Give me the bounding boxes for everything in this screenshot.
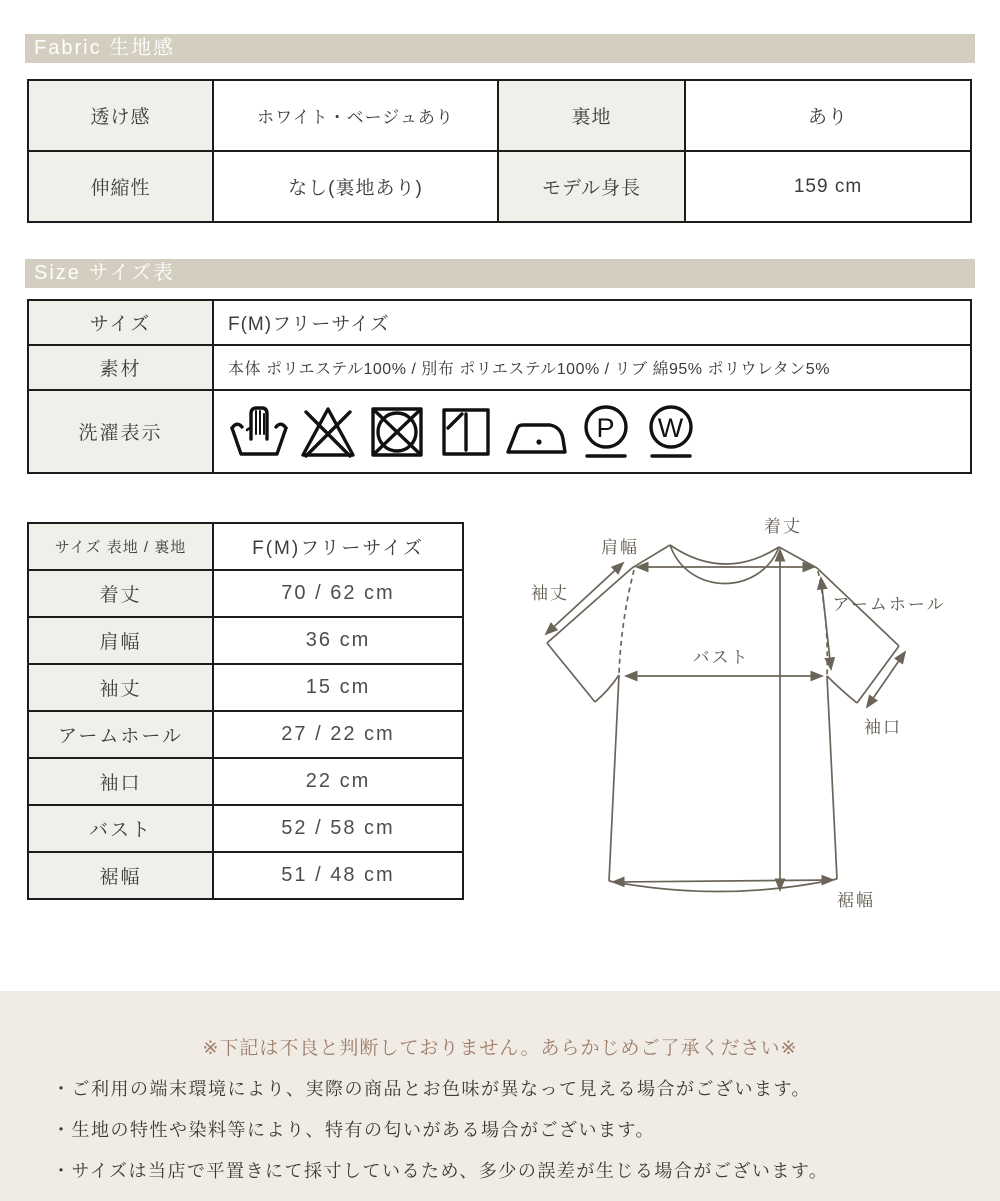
- measurement-section: [27, 517, 1000, 931]
- iron-low-heat-icon: [504, 402, 570, 462]
- fabric-label-model-height: モデル身長: [498, 151, 685, 222]
- diagram-label-hem-width: 裾幅: [837, 891, 875, 910]
- size-row: [28, 300, 971, 345]
- diagram-label-length: 着丈: [764, 517, 802, 536]
- fabric-table: [27, 79, 972, 223]
- table-row: [28, 758, 463, 805]
- table-row: [28, 617, 463, 664]
- measure-label-sleeve: 袖丈: [28, 664, 213, 711]
- material-value: 本体 ポリエステル100% / 別布 ポリエステル100% / リブ 綿95% ポリウレタン5%: [213, 345, 971, 390]
- fabric-value-stretch: なし(裏地あり): [213, 151, 498, 222]
- fabric-value-lining: あり: [685, 80, 971, 151]
- care-icon-strip: [228, 402, 969, 462]
- measure-label-cuff: 袖口: [28, 758, 213, 805]
- measure-value-armhole: 27 / 22 cm: [213, 711, 463, 758]
- size-value: F(M)フリーサイズ: [213, 300, 971, 345]
- material-label: 素材: [28, 345, 213, 390]
- svg-text:W: W: [657, 412, 685, 443]
- dry-clean-p-gentle-icon: [577, 402, 635, 462]
- disclaimer-heading: ※下記は不良と判断しておりません。あらかじめご了承ください※: [202, 1038, 798, 1059]
- measurement-header-value: F(M)フリーサイズ: [213, 523, 463, 570]
- measurement-header-row: [28, 523, 463, 570]
- measure-label-armhole: アームホール: [28, 711, 213, 758]
- measure-label-length: 着丈: [28, 570, 213, 617]
- svg-text:P: P: [596, 412, 616, 443]
- table-row: [28, 852, 463, 899]
- table-row: [28, 805, 463, 852]
- table-row: [28, 570, 463, 617]
- do-not-tumble-dry-icon: [366, 402, 428, 462]
- measurement-table: [27, 522, 464, 900]
- line-dry-in-shade-icon: [435, 402, 497, 462]
- measure-value-hem: 51 / 48 cm: [213, 852, 463, 899]
- diagram-label-cuff: 袖口: [864, 718, 902, 737]
- diagram-label-bust: バスト: [692, 648, 750, 667]
- list-item: ・ご利用の端末環境により、実際の商品とお色味が異なって見える場合がございます。: [52, 1079, 812, 1099]
- fabric-section-header: Fabric 生地感: [25, 34, 975, 63]
- disclaimer-section: [0, 991, 1000, 1201]
- measure-value-bust: 52 / 58 cm: [213, 805, 463, 852]
- hand-wash-icon: [228, 402, 290, 462]
- table-row: [28, 711, 463, 758]
- care-label: 洗濯表示: [28, 390, 213, 473]
- measure-label-hem: 裾幅: [28, 852, 213, 899]
- fabric-value-model-height: 159 cm: [685, 151, 971, 222]
- measure-value-sleeve: 15 cm: [213, 664, 463, 711]
- diagram-label-shoulder: 肩幅: [601, 538, 639, 557]
- material-row: [28, 345, 971, 390]
- fabric-row-sheerness: [28, 80, 971, 151]
- diagram-label-sleeve-length: 袖丈: [531, 584, 569, 603]
- fabric-label-lining: 裏地: [498, 80, 685, 151]
- fabric-label-stretch: 伸縮性: [28, 151, 213, 222]
- tshirt-measurement-diagram: [502, 516, 972, 931]
- measure-value-cuff: 22 cm: [213, 758, 463, 805]
- diagram-label-armhole: アームホール: [832, 595, 946, 614]
- size-info-table: [27, 299, 972, 474]
- do-not-bleach-icon: [297, 402, 359, 462]
- wet-clean-w-gentle-icon: [642, 402, 700, 462]
- measure-value-length: 70 / 62 cm: [213, 570, 463, 617]
- fabric-value-sheerness: ホワイト・ベージュあり: [213, 80, 498, 151]
- list-item: ・生地の特性や染料等により、特有の匂いがある場合がございます。: [52, 1120, 656, 1140]
- list-item: ・サイズは当店で平置きにて採寸しているため、多少の誤差が生じる場合がございます。: [52, 1161, 829, 1181]
- fabric-label-sheerness: 透け感: [28, 80, 213, 151]
- fabric-row-stretch: [28, 151, 971, 222]
- measure-value-shoulder: 36 cm: [213, 617, 463, 664]
- care-row: [28, 390, 971, 473]
- size-section-header: Size サイズ表: [25, 259, 975, 288]
- table-row: [28, 664, 463, 711]
- size-label: サイズ: [28, 300, 213, 345]
- measurement-header-label: サイズ 表地 / 裏地: [28, 523, 213, 570]
- measure-label-bust: バスト: [28, 805, 213, 852]
- measure-label-shoulder: 肩幅: [28, 617, 213, 664]
